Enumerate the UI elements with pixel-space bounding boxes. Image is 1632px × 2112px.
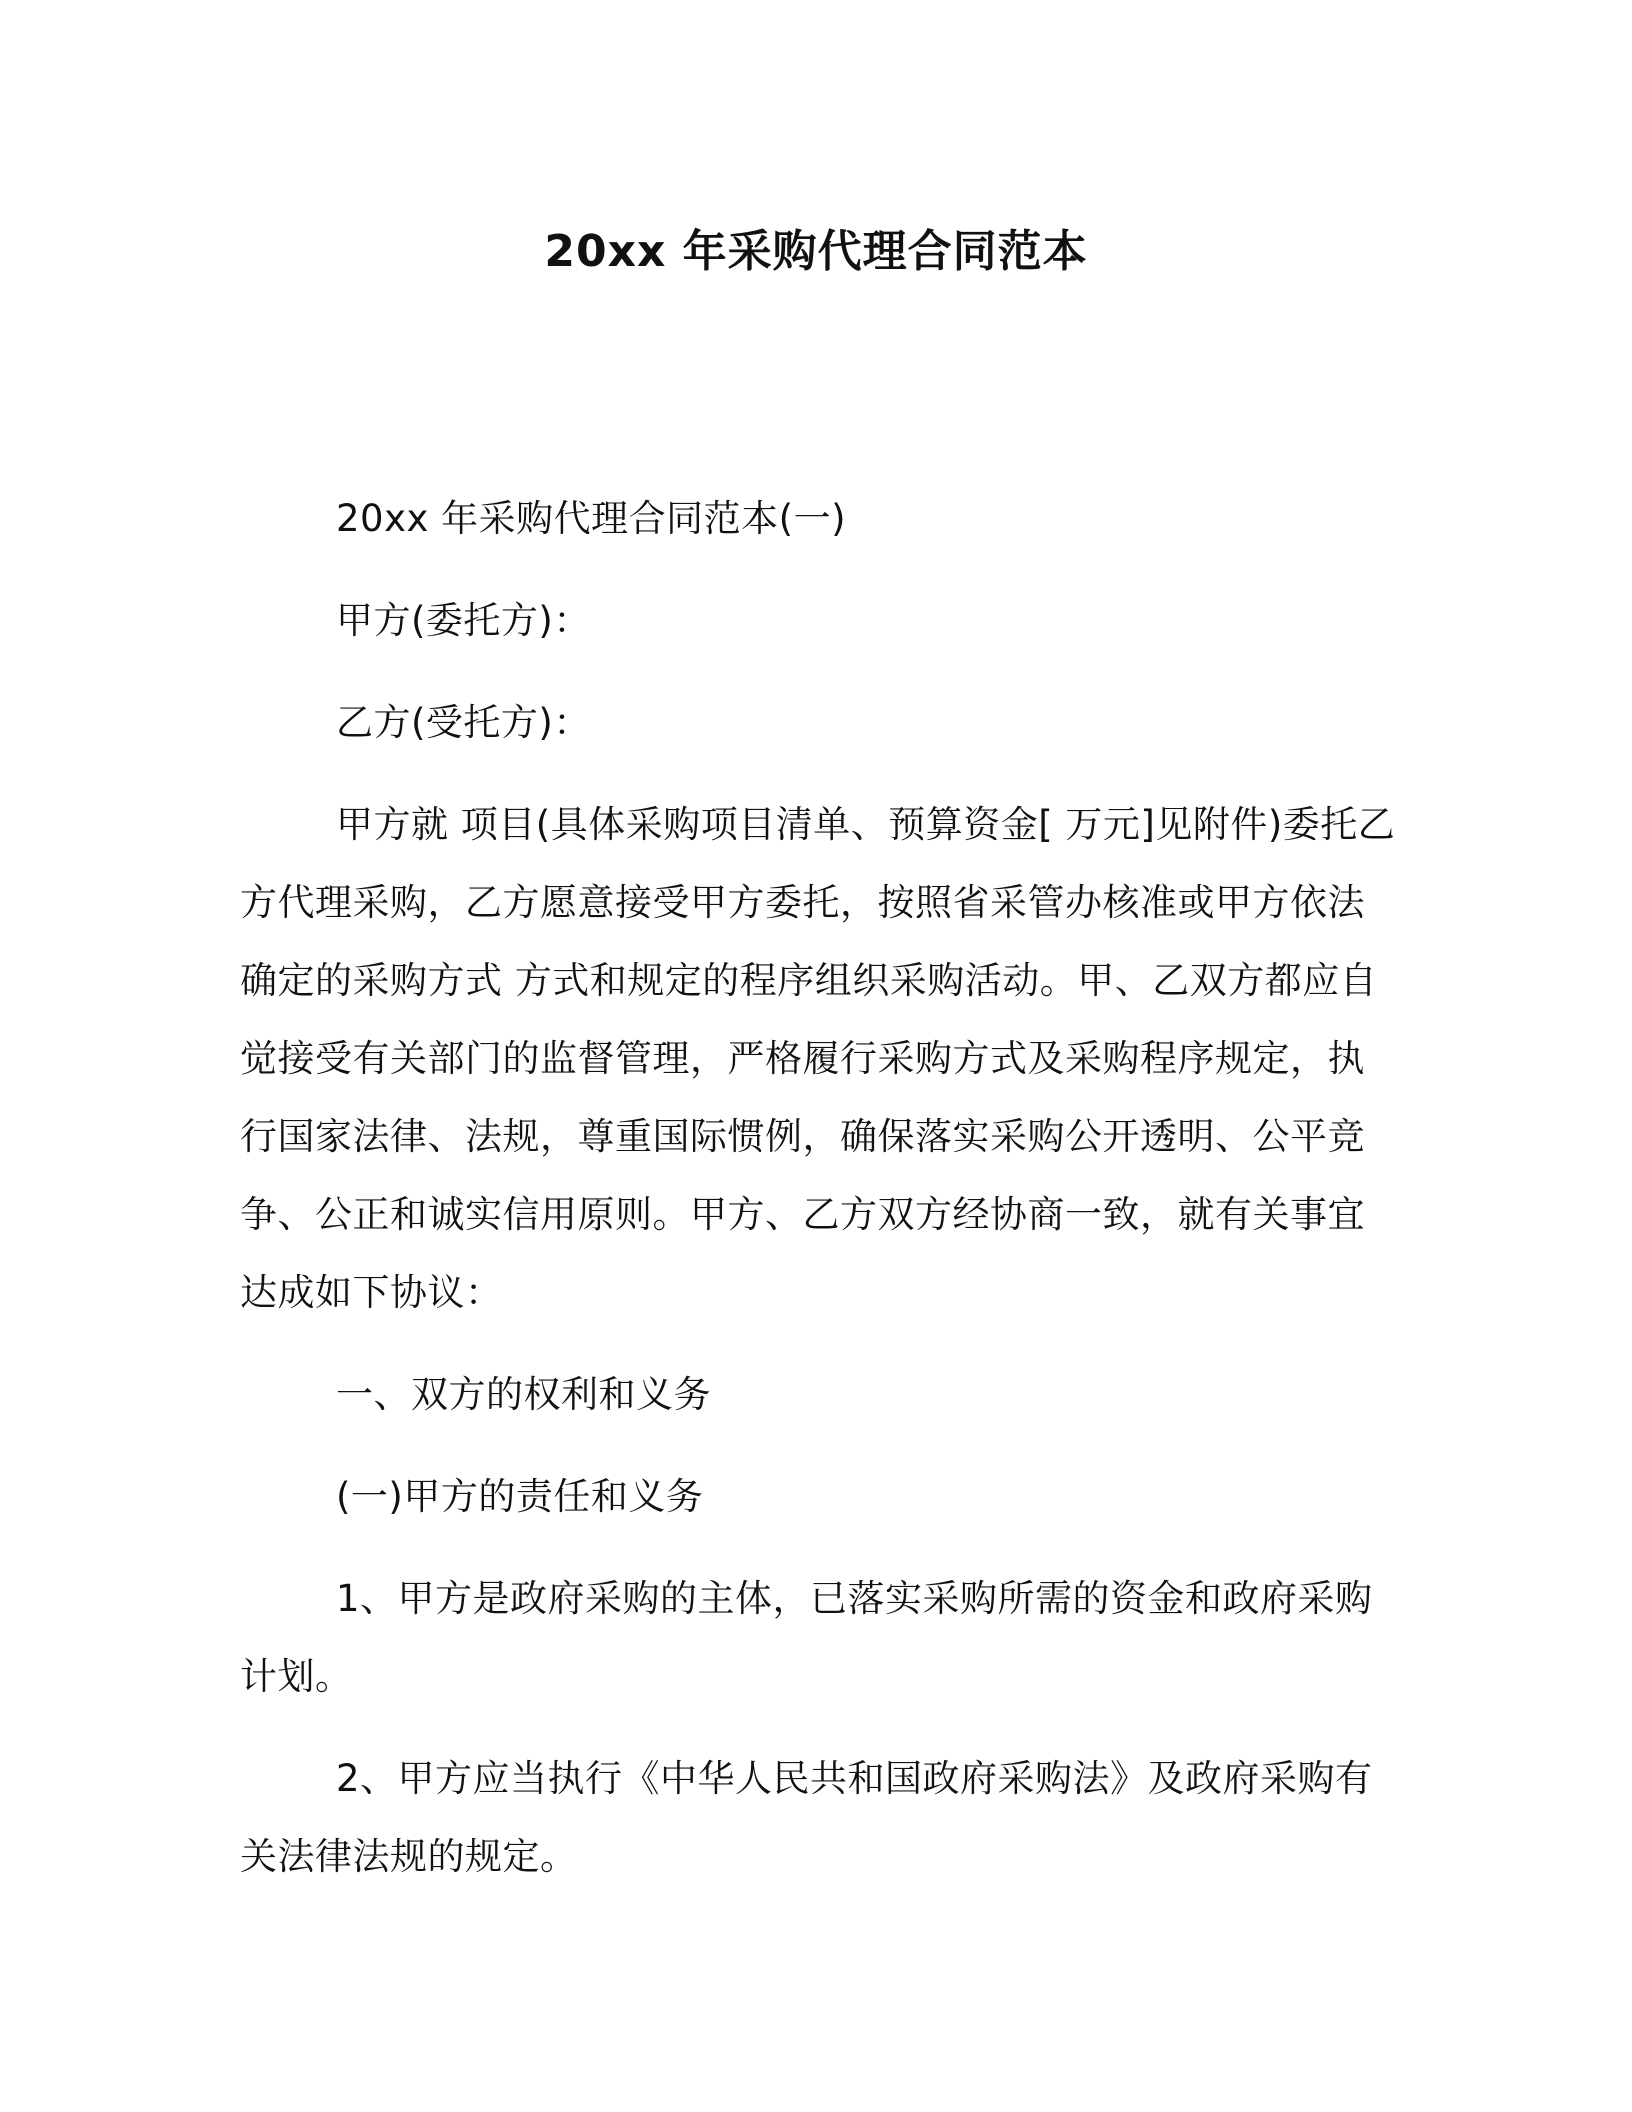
document-body: [240, 480, 1400, 1896]
section-heading: 一、双方的权利和义务: [336, 1373, 711, 1416]
intro-paragraph: 甲方就 项目(具体采购项目清单、预算资金[ 万元]见附件)委托乙方代理采购，乙方愿意接受甲方委托，按照省采管办核准或甲方依法确定的采购方式 方式和规定的程序组织采购活动。甲、乙双方都应自觉接受有关部门的监督管理，严格履行采购方式及采购程序规定，执行国家法律、法规，尊重国际惯例，确保落实采购公开透明、公平竞争、公正和诚实信用原则。甲方、乙方双方经协商一致，就有关事宜达成如下协议：: [240, 803, 1396, 1314]
subsection-heading: (一)甲方的责任和义务: [336, 1475, 704, 1518]
party-a-line: 甲方(委托方)：: [336, 599, 591, 642]
party-b-line: 乙方(受托方)：: [336, 701, 591, 744]
contract-subtitle: 20xx 年采购代理合同范本(一): [336, 497, 847, 540]
clause-item-1: 1、甲方是政府采购的主体，已落实采购所需的资金和政府采购计划。: [240, 1577, 1373, 1698]
clause-item-2: 2、甲方应当执行《中华人民共和国政府采购法》及政府采购有关法律法规的规定。: [240, 1757, 1373, 1878]
document-title: 20xx 年采购代理合同范本: [544, 226, 1088, 277]
